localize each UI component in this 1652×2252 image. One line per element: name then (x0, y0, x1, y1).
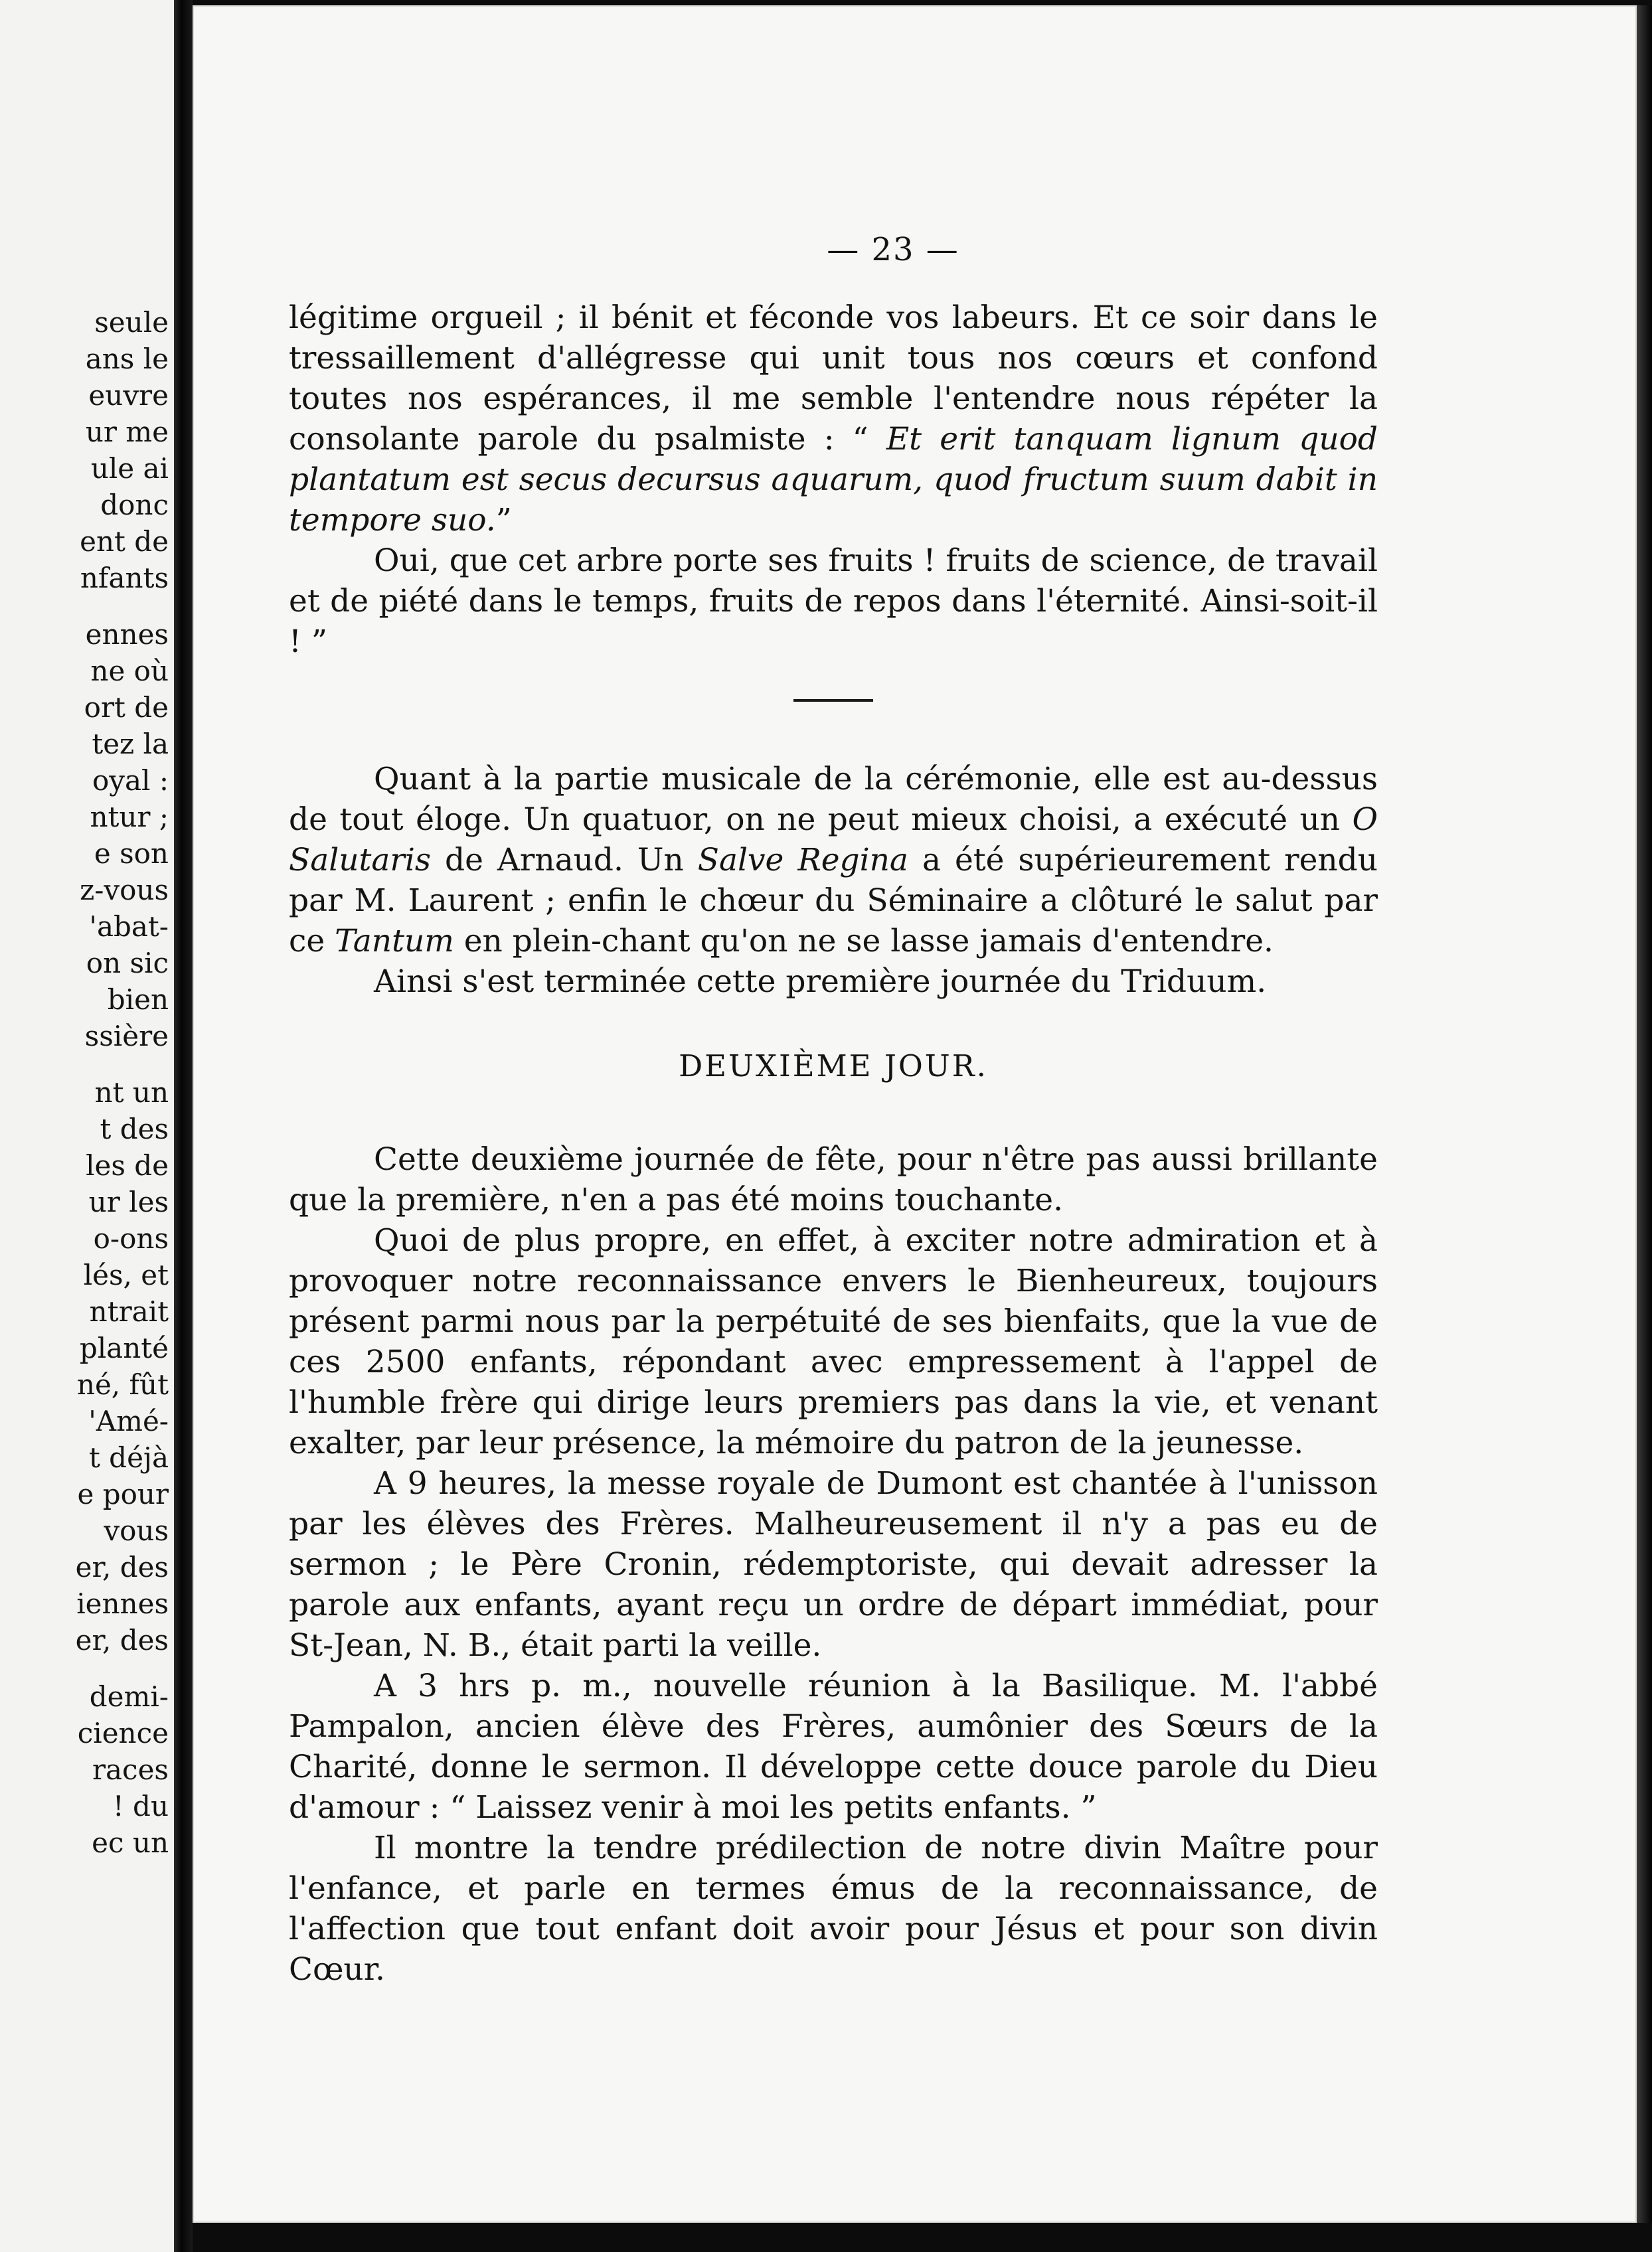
previous-page-fragment: seule (94, 306, 169, 339)
previous-page-fragment: cience (77, 1717, 169, 1749)
psalm-quotation: Et erit tanquam lignum quod plantatum est secus decursus aquarum, quod fructum suum dabit in tempore suo. (289, 421, 1378, 538)
book-gutter (174, 0, 193, 2252)
previous-page-fragment: ule ai (90, 452, 169, 485)
previous-page-fragment: t des (100, 1113, 169, 1145)
previous-page-strip (0, 0, 174, 2252)
previous-page-fragment: bien (107, 983, 169, 1016)
previous-page-fragment: o-ons (93, 1222, 169, 1255)
previous-page-fragment: ans le (85, 343, 169, 375)
paragraph-first-day-end: Ainsi s'est terminée cette première journée du Triduum. (374, 963, 1267, 1000)
previous-page-fragment: nt un (94, 1076, 169, 1109)
music-title-salve-regina: Salve Regina (697, 842, 908, 878)
previous-page-fragment: demi- (89, 1680, 169, 1713)
previous-page-fragment: er, des (75, 1551, 169, 1583)
section-heading: DEUXIÈME JOUR. (679, 1048, 988, 1084)
paragraph-divine-master: Il montre la tendre prédilection de notre divin Maître pour l'enfance, et parle en termes émus de la reconnaissance, de l'affection que tout enfant doit avoir pour Jésus et pour son divin Cœur. (289, 1830, 1378, 1988)
previous-page-fragment: ur me (85, 416, 169, 448)
previous-page-fragment: ntrait (89, 1295, 169, 1328)
previous-page-fragment: ec un (92, 1826, 169, 1859)
paragraph-music (289, 759, 1378, 961)
paragraph-sermon-ending (289, 297, 1378, 540)
previous-page-fragment: oyal : (92, 764, 169, 797)
book-page (193, 5, 1637, 2223)
previous-page-text-fragments (0, 0, 174, 2252)
paragraph-amen: Oui, que cet arbre porte ses fruits ! fruits de science, de travail et de piété dans le temps, fruits de repos dans l'éternité. Ainsi-soit-il ! ” (289, 542, 1378, 660)
previous-page-fragment: ennes (85, 618, 169, 651)
previous-page-fragment: 'abat- (89, 910, 169, 943)
music-text-a: Quant à la partie musicale de la cérémonie, elle est au-dessus de tout éloge. Un quatuor, on ne peut mieux choisi, a exécuté un (289, 761, 1378, 838)
previous-page-fragment: lés, et (83, 1259, 169, 1291)
music-text-b: de Arnaud. Un (431, 842, 698, 878)
previous-page-fragment: ntur ; (90, 801, 169, 833)
previous-page-fragment: e pour (77, 1478, 169, 1510)
previous-page-fragment: nfants (80, 562, 169, 594)
page-body (289, 297, 1378, 1990)
previous-page-fragment: donc (100, 489, 169, 521)
quote-close: ” (495, 502, 512, 538)
previous-page-fragment: 'Amé- (88, 1405, 169, 1437)
previous-page-fragment: ne où (90, 655, 169, 687)
paragraph-royal-mass: A 9 heures, la messe royale de Dumont est chantée à l'unisson par les élèves des Frères. Malheureusement il n'y a pas eu de sermon ; le Père Cronin, rédemptoriste, qui devait adresser la parole aux enfants, ayant reçu un ordre de départ immédiat, pour St-Jean, N. B., était parti la veille. (289, 1465, 1378, 1664)
paragraph-basilica-sermon: A 3 hrs p. m., nouvelle réunion à la Basilique. M. l'abbé Pampalon, ancien élève des Frères, aumônier des Sœurs de la Charité, donne le sermon. Il développe cette douce parole du Dieu d'amour : “ Laissez venir à moi les petits enfants. ” (289, 1668, 1378, 1826)
music-text-c: a été supérieurement rendu par M. Laurent ; enfin le chœur du Séminaire a clôturé le salut par ce (289, 842, 1378, 959)
music-title-o-salutaris: O Salutaris (289, 801, 1378, 878)
previous-page-fragment: ort de (84, 691, 169, 724)
paragraph-second-day-intro: Cette deuxième journée de fête, pour n'être pas aussi brillante que la première, n'en a pas été moins touchante. (289, 1141, 1378, 1218)
previous-page-fragment: ! du (112, 1790, 169, 1822)
previous-page-fragment: euvre (88, 379, 169, 412)
previous-page-fragment: ent de (80, 525, 169, 558)
previous-page-fragment: races (92, 1753, 169, 1786)
previous-page-fragment: on sic (86, 947, 169, 979)
previous-page-fragment: ssière (84, 1020, 169, 1052)
previous-page-fragment: z-vous (80, 874, 169, 906)
previous-page-fragment: er, des (75, 1624, 169, 1656)
music-title-tantum: Tantum (335, 923, 454, 959)
previous-page-fragment: iennes (76, 1587, 169, 1620)
paragraph-admiration: Quoi de plus propre, en effet, à exciter notre admiration et à provoquer notre reconnaissance envers le Bienheureux, toujours présent parmi nous par la perpétuité de ses bienfaits, que la vue de ces 2500 enfants, répondant avec empressement à l'appel de l'humble frère qui dirige leurs premiers pas dans la vie, et venant exalter, par leur présence, la mémoire du patron de la jeunesse. (289, 1222, 1378, 1461)
page-number: — 23 — (827, 231, 959, 268)
previous-page-fragment: t déjà (88, 1441, 169, 1474)
previous-page-fragment: né, fût (76, 1368, 169, 1401)
section-separator-rule (793, 699, 873, 702)
sermon-text: légitime orgueil ; il bénit et féconde vos labeurs. Et ce soir dans le tressaillement d'allégresse qui unit tous nos cœurs et confond toutes nos espérances, il me semble l'entendre nous répéter la consolante parole du psalmiste : “ (289, 299, 1378, 457)
previous-page-fragment: ur les (88, 1186, 169, 1218)
previous-page-fragment: vous (104, 1514, 169, 1547)
music-text-d: en plein-chant qu'on ne se lasse jamais d'entendre. (454, 923, 1274, 959)
previous-page-fragment: planté (79, 1332, 169, 1364)
previous-page-fragment: les de (86, 1149, 169, 1182)
previous-page-fragment: tez la (92, 728, 169, 760)
previous-page-fragment: e son (94, 837, 169, 870)
